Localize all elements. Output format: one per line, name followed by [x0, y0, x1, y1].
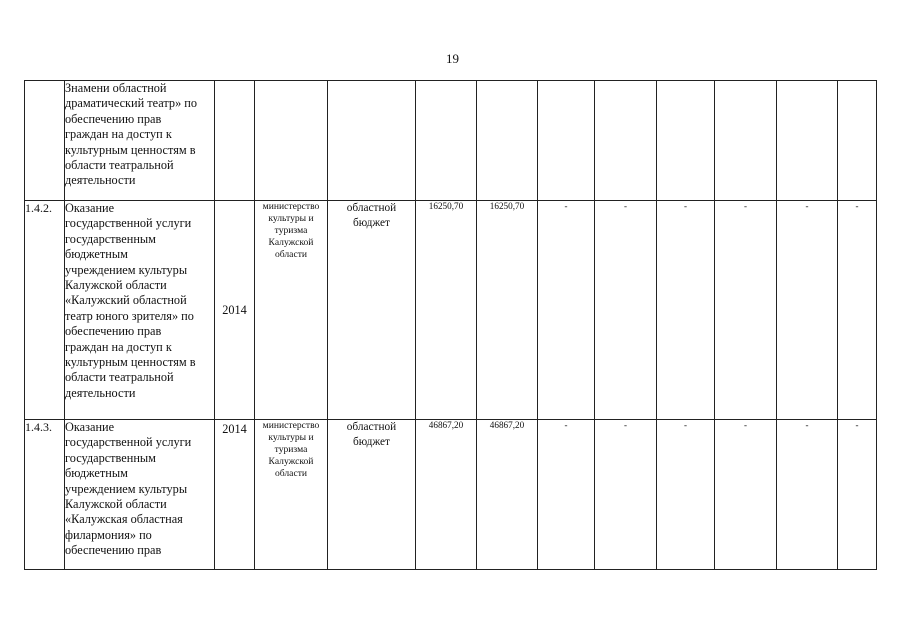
year-cell: 2014	[215, 201, 255, 420]
total-amount-cell: 46867,20	[416, 420, 477, 570]
later-year-amount-cell: -	[777, 420, 838, 570]
cell-line: Знамени областной	[65, 81, 167, 95]
later-year-amount-cell: -	[715, 420, 777, 570]
cell-line: государственной услуги	[65, 435, 192, 450]
total-amount-cell	[416, 81, 477, 201]
cell-line: области	[274, 249, 308, 260]
cell-line: театр юного зрителя» по	[65, 308, 194, 323]
cell-line: Калужской	[268, 456, 314, 467]
later-year-amount-cell	[595, 81, 657, 201]
cell-line: «Калужская областная	[65, 512, 183, 527]
item-number-cell: 1.4.2.	[25, 201, 65, 420]
cell-line: Оказание	[65, 420, 115, 434]
later-year-amount-cell: -	[838, 201, 877, 420]
cell-line: обеспечению прав	[65, 324, 162, 339]
cell-line: государственным	[65, 231, 156, 246]
cell-line: бюджет	[353, 217, 390, 229]
amount-2014-cell	[477, 81, 538, 201]
cell-line: областной	[346, 421, 397, 433]
later-year-amount-cell	[538, 81, 595, 201]
later-year-amount-cell: -	[595, 201, 657, 420]
cell-line: культурным ценностям в	[65, 355, 196, 370]
later-year-amount-cell: -	[715, 201, 777, 420]
cell-line: областной	[346, 202, 397, 214]
cell-line: филармония» по	[65, 527, 152, 542]
executor-cell	[255, 81, 328, 201]
page-number: 19	[446, 51, 459, 66]
cell-line: министерство	[262, 201, 320, 212]
cell-line: Калужской области	[65, 278, 167, 293]
later-year-amount-cell: -	[777, 201, 838, 420]
cell-line: бюджетным	[65, 247, 128, 262]
cell-line: учреждением культуры	[65, 262, 188, 277]
cell-line: граждан на доступ к	[65, 127, 172, 142]
later-year-amount-cell: -	[838, 420, 877, 570]
cell-line: культуры и	[268, 213, 314, 224]
later-year-amount-cell: -	[657, 201, 715, 420]
cell-line: «Калужский областной	[65, 293, 187, 308]
cell-line: бюджетным	[65, 466, 128, 481]
program-activities-table	[24, 80, 877, 570]
cell-line: Калужской области	[65, 497, 167, 512]
cell-line: культурным ценностям в	[65, 142, 196, 157]
cell-line: деятельности	[65, 385, 136, 400]
cell-line: государственной услуги	[65, 216, 192, 231]
amount-2014-cell: 46867,20	[477, 420, 538, 570]
funding-source-cell	[328, 81, 416, 201]
funding-source-cell	[328, 420, 416, 570]
later-year-amount-cell	[777, 81, 838, 201]
executor-cell	[255, 201, 328, 420]
cell-line: министерство	[262, 420, 320, 431]
cell-line: культуры и	[268, 432, 314, 443]
cell-line: Калужской	[268, 237, 314, 248]
cell-line: туризма	[274, 225, 308, 236]
cell-line: деятельности	[65, 173, 136, 188]
table-body	[25, 81, 877, 570]
item-number-cell	[25, 81, 65, 201]
later-year-amount-cell	[838, 81, 877, 201]
later-year-amount-cell	[715, 81, 777, 201]
year-cell	[215, 81, 255, 201]
amount-2014-cell: 16250,70	[477, 201, 538, 420]
cell-line: государственным	[65, 450, 156, 465]
table-row	[25, 420, 877, 570]
cell-line: области театральной	[65, 158, 174, 173]
cell-line: учреждением культуры	[65, 481, 188, 496]
table-row	[25, 81, 877, 201]
later-year-amount-cell: -	[538, 201, 595, 420]
later-year-amount-cell: -	[657, 420, 715, 570]
cell-line: бюджет	[353, 436, 390, 448]
activity-name-cell	[65, 81, 215, 201]
cell-line: области	[274, 468, 308, 479]
activity-name-cell	[65, 420, 215, 570]
later-year-amount-cell: -	[595, 420, 657, 570]
cell-line: туризма	[274, 444, 308, 455]
cell-line: Оказание	[65, 201, 115, 215]
year-cell: 2014	[215, 420, 255, 570]
cell-line: драматический театр» по	[65, 96, 198, 111]
later-year-amount-cell	[657, 81, 715, 201]
cell-line: области театральной	[65, 370, 174, 385]
activity-name-cell	[65, 201, 215, 420]
item-number-cell: 1.4.3.	[25, 420, 65, 570]
later-year-amount-cell: -	[538, 420, 595, 570]
table-row	[25, 201, 877, 420]
executor-cell	[255, 420, 328, 570]
cell-line: обеспечению прав	[65, 111, 162, 126]
funding-source-cell	[328, 201, 416, 420]
total-amount-cell: 16250,70	[416, 201, 477, 420]
cell-line: граждан на доступ к	[65, 339, 172, 354]
cell-line: обеспечению прав	[65, 543, 162, 558]
